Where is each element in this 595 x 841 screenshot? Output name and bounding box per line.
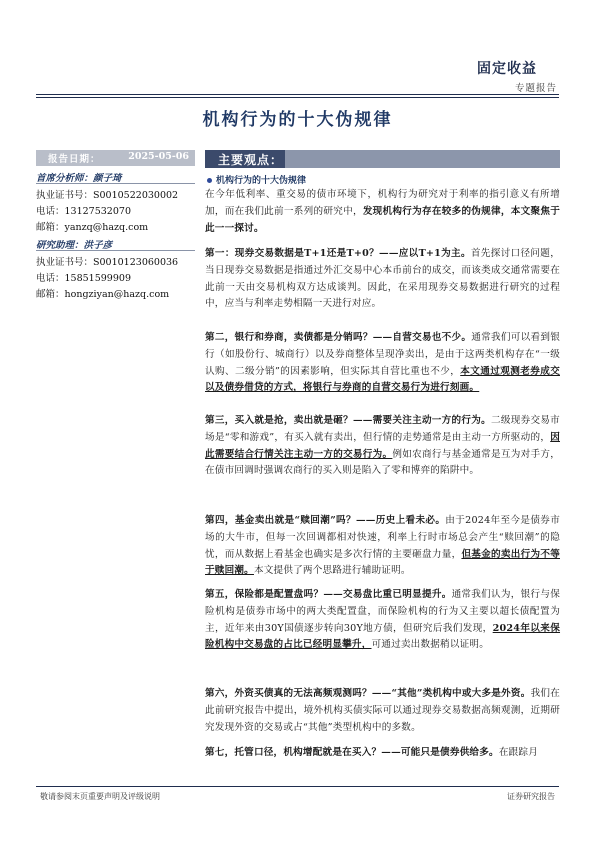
analyst-email[interactable]: 邮箱：yanzq@hazq.com (36, 222, 149, 233)
report-type: 专题报告 (514, 83, 557, 94)
point-5-heading: 第五，保险都是配置盘吗？——交易盘比重已明显提升。 (205, 589, 452, 600)
assistant-license: 执业证书号：S0010123060036 (36, 257, 179, 268)
point-4-emphasis: 但基金的卖出行为不等于赎回潮。 (205, 548, 560, 577)
sidebar-divider (36, 250, 195, 251)
topic-bullet (207, 173, 306, 186)
point-5-emphasis: 2024年以来保险机构中交易盘的占比已经明显攀升， (205, 622, 561, 651)
bullet-dot-icon (207, 178, 212, 183)
report-date-label: 报告日期： (48, 154, 101, 165)
footer-divider (36, 786, 559, 787)
point-1-paragraph: 第一：现券交易数据是T+1还是T+0？——应以T+1为主。首先探讨口径问题，当日现券交易数据是指通过外汇交易中心本币前台的成交，而该类成交通常需要在此前一天由交易机构双方达成谈判。因此，在采用现券交易数据进行研究的过程中，应当与利率走势相隔一天进行对应。 (205, 248, 560, 310)
intro-emphasis: 发现机构行为存在较多的伪规律，本文聚焦于此一一探讨。 (205, 205, 561, 234)
point-5-paragraph: 第五，保险都是配置盘吗？——交易盘比重已明显提升。通常我们认为，银行与保险机构是债券市场中的两大类配置盘，而保险机构的行为又主要以超长债配置为主，近年来由30Y国债逐步转向30Y地方债，但研究后我们发现，2024年以来保险机构中交易盘的占比已经明显攀升，可通过卖出数据稍以证明。 (205, 589, 561, 651)
topic-bullet-text: 机构行为的十大伪规律 (216, 176, 307, 186)
point-2-emphasis: 本文通过观测老券成交以及债券借贷的方式，将银行与券商的自营交易行为进行刻画。 (205, 365, 560, 394)
disclaimer-note: 敬请参阅末页重要声明及评级说明 (40, 792, 160, 801)
document-title: 机构行为的十大伪规律 (202, 110, 393, 130)
analyst-license: 执业证书号：S0010522030002 (36, 190, 179, 201)
sidebar-divider (36, 183, 195, 184)
point-7-paragraph: 第七，托管口径，机构增配就是在买入？——可能只是债券供给多。在跟踪月 (205, 747, 538, 758)
point-3-emphasis: 因此需要结合行情关注主动一方的交易行为。 (205, 431, 560, 460)
report-type-footer: 证券研究报告 (507, 792, 555, 801)
point-1-heading: 第一：现券交易数据是T+1还是T+0？——应以T+1为主。 (205, 248, 471, 259)
header-divider-thin (36, 97, 559, 98)
point-3-heading: 第三，买入就是抢，卖出就是砸？——需要关注主动一方的行为。 (205, 415, 491, 426)
main-points-bar (205, 150, 560, 168)
report-category: 固定收益 (477, 61, 537, 77)
analyst-phone: 电话：13127532070 (36, 206, 131, 217)
point-3-paragraph: 第三，买入就是抢，卖出就是砸？——需要关注主动一方的行为。二级现券交易市场是“零和游戏”，有买入就有卖出，但行情的走势通常是由主动一方所驱动的，因此需要结合行情关注主动一方的交易行为。例如农商行与基金通常是互为对手方，在债市回调时强调农商行的买入则是陷入了零和博弈的陷阱中。 (205, 415, 560, 477)
point-6-heading: 第六，外资买债真的无法高频观测吗？——“其他”类机构中或大多是外资。 (205, 688, 531, 699)
point-6-paragraph: 第六，外资买债真的无法高频观测吗？——“其他”类机构中或大多是外资。我们在此前研究报告中提出，境外机构买债实际可以通过现券交易数据高频观测，近期研究发现外资的交易或占“其他”类型机构中的多数。 (205, 688, 560, 733)
assistant-phone: 电话：15851599909 (36, 273, 131, 284)
header-divider (36, 94, 559, 95)
point-7-heading: 第七，托管口径，机构增配就是在买入？——可能只是债券供给多。 (205, 747, 499, 758)
point-2-heading: 第二，银行和券商，卖债都是分销吗？——自营交易也不少。 (205, 332, 472, 343)
point-4-paragraph: 第四，基金卖出就是“赎回潮”吗？——历史上看未必。由于2024年至今是债券市场的大牛市，但每一次回调都相对快速，利率上行时市场总会产生“赎回潮”的隐忧，而从数据上看基金也确实是多次行情的主要砸盘力量，但基金的卖出行为不等于赎回潮。本文提供了两个思路进行辅助证明。 (205, 515, 561, 577)
report-date-value: 2025-05-06 (128, 151, 189, 162)
main-points-tab (205, 150, 285, 168)
main-points-heading: 主要观点： (218, 153, 284, 167)
assistant-email[interactable]: 邮箱：hongziyan@hazq.com (36, 289, 170, 300)
report-date-bar (36, 150, 195, 166)
point-4-heading: 第四，基金卖出就是“赎回潮”吗？——历史上看未必。 (205, 515, 446, 526)
intro-paragraph: 在今年低利率、重交易的债市环境下，机构行为研究对于利率的指引意义有所增加，而在我们此前一系列的研究中，发现机构行为存在较多的伪规律，本文聚焦于此一一探讨。 (205, 189, 561, 234)
point-2-paragraph: 第二，银行和券商，卖债都是分销吗？——自营交易也不少。通常我们可以看到银行（如股份行、城商行）以及券商整体呈现净卖出，是由于这两类机构存在“一级认购、二级分销”的因素影响，但实际其自营比重也不少，本文通过观测老券成交以及债券借贷的方式，将银行与券商的自营交易行为进行刻画。 (205, 332, 560, 394)
chief-analyst-heading: 首席分析师：颜子琦 (36, 173, 122, 184)
research-assistant-heading: 研究助理：洪子彦 (36, 240, 113, 251)
